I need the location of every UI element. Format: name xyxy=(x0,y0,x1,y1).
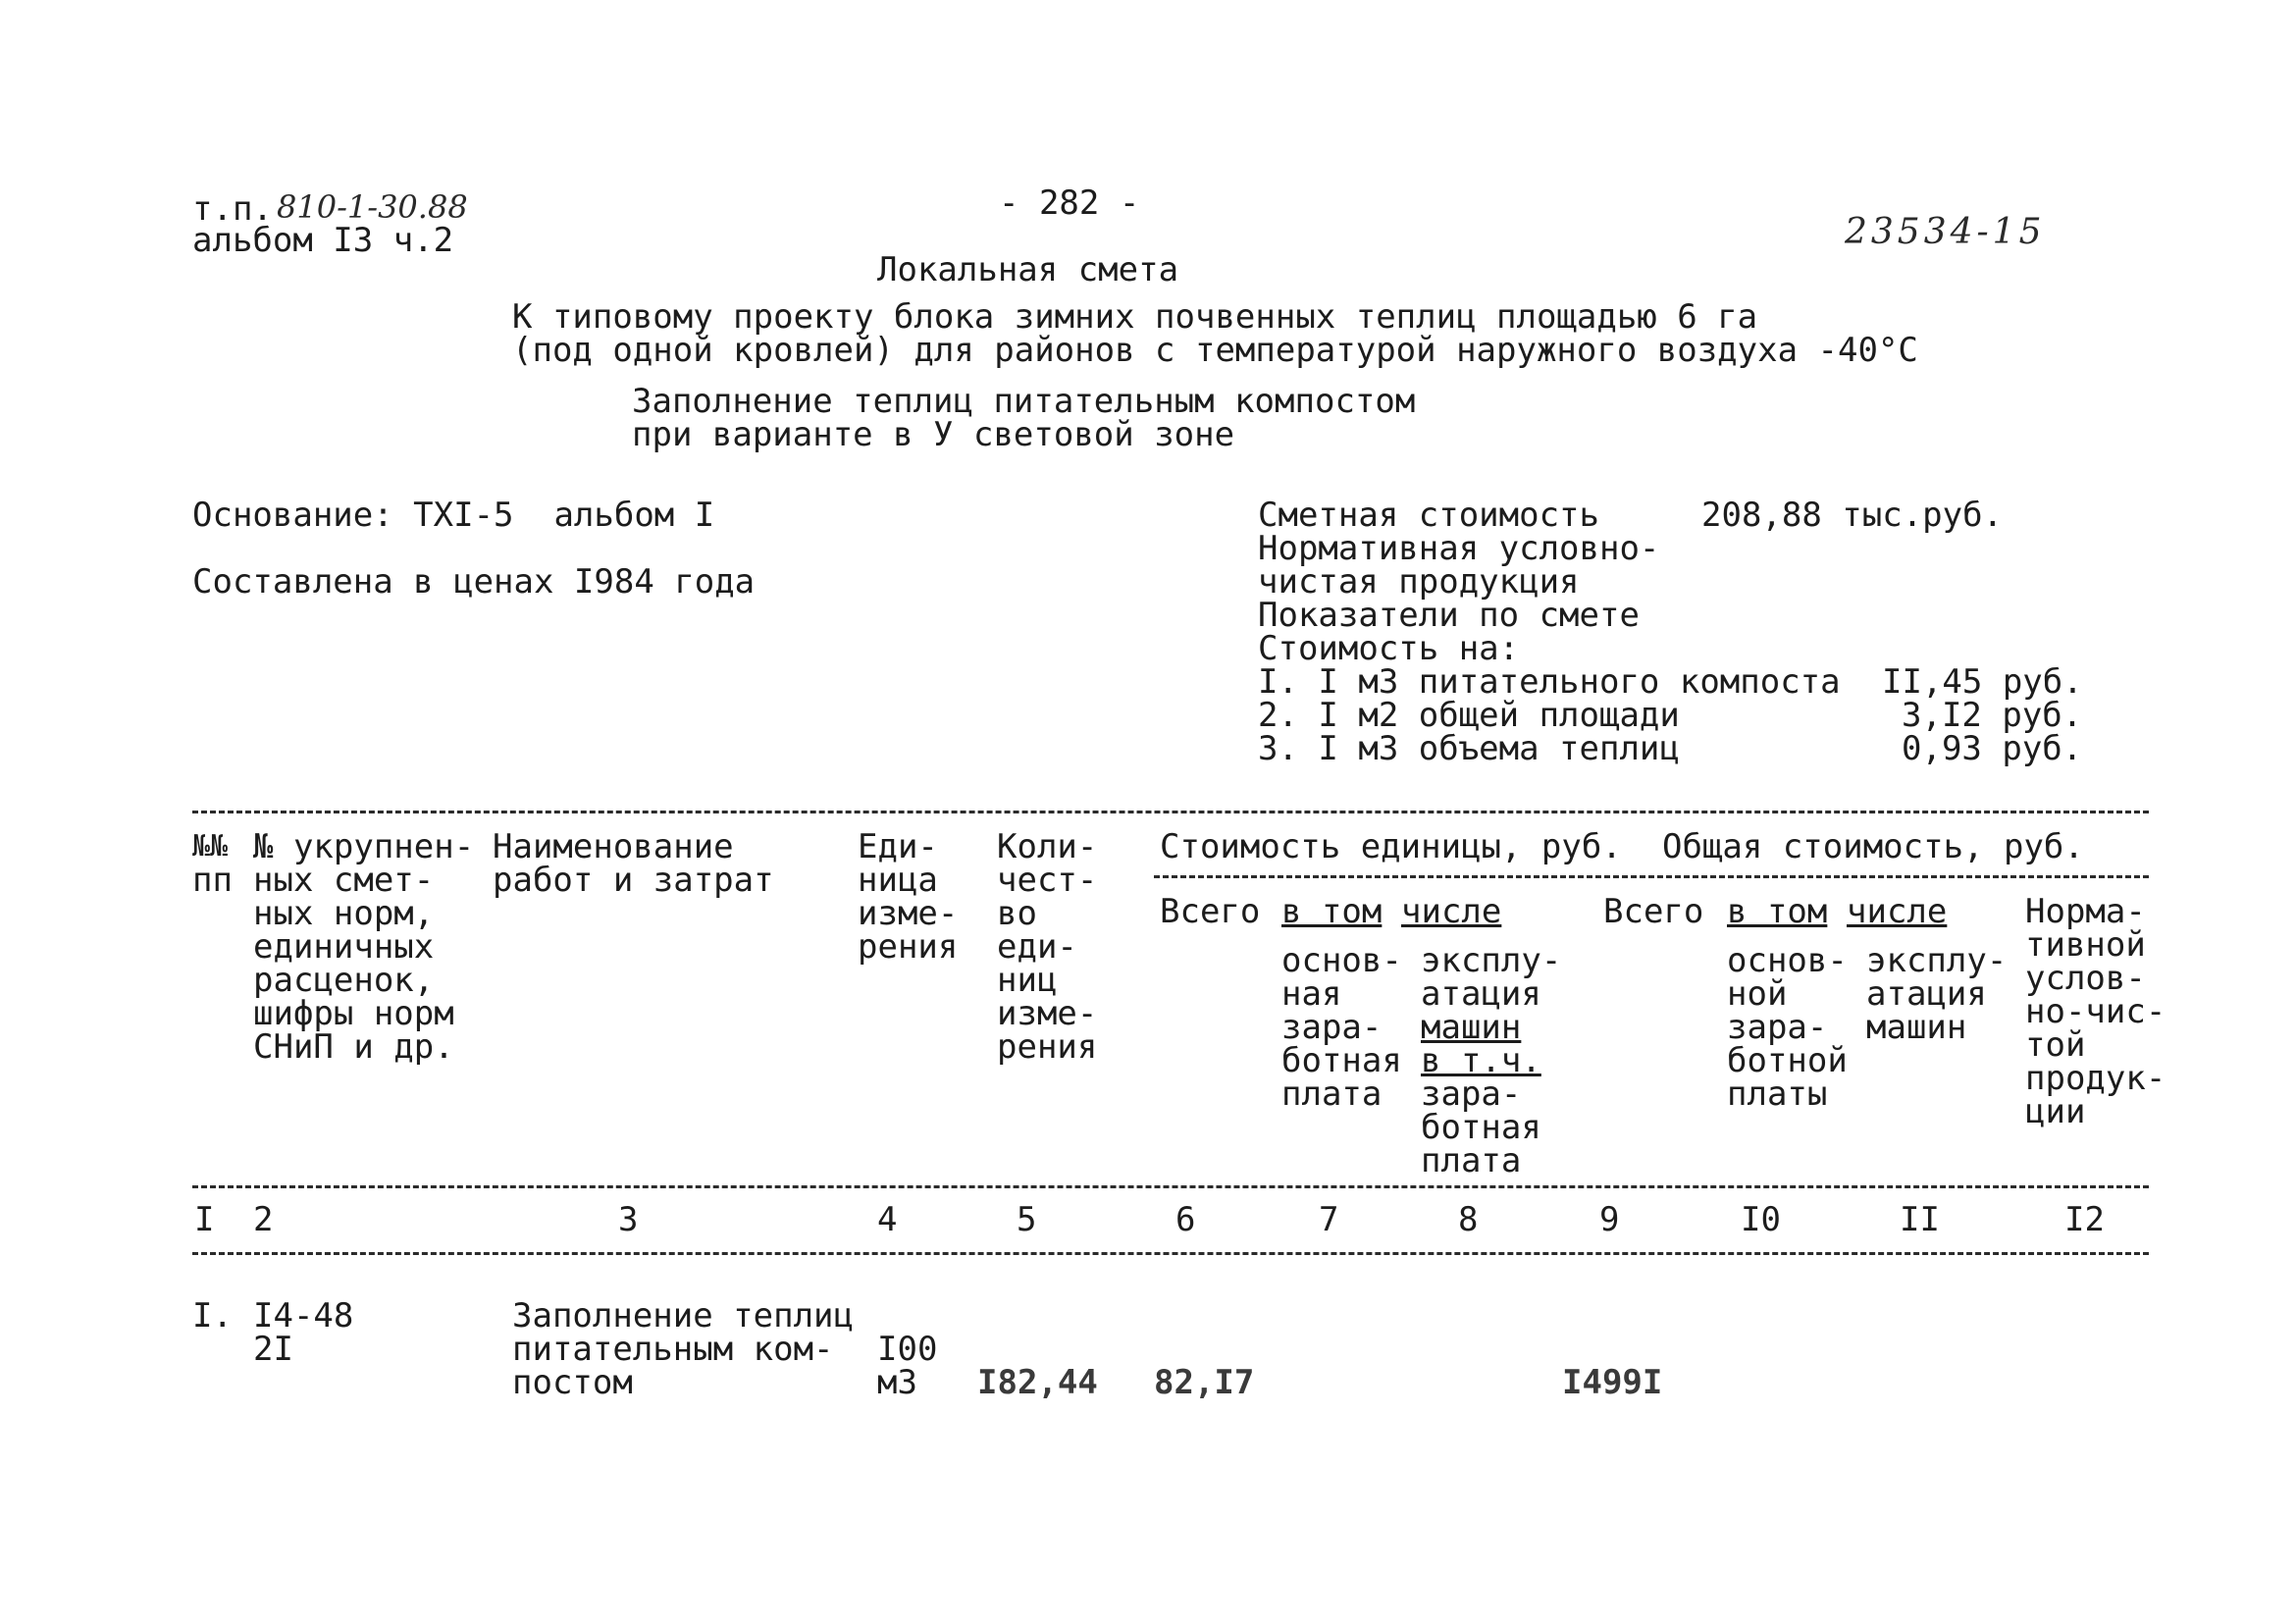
col1-header-line-2: пп xyxy=(192,861,233,900)
normative-label-line-2: чистая продукция xyxy=(1258,562,1580,602)
col11-header-line-1: эксплу- xyxy=(1866,941,2008,980)
col5-header-line-6: изме- xyxy=(997,994,1098,1033)
row-name-line-1: Заполнение теплиц xyxy=(512,1296,854,1336)
col5-header-line-1: Коли- xyxy=(997,827,1098,866)
row-name-line-3: постом xyxy=(512,1363,633,1402)
table-top-rule xyxy=(192,811,2149,813)
col6-including-1: в том xyxy=(1281,892,1383,931)
col5-header-line-7: рения xyxy=(997,1027,1098,1067)
col5-header-line-2: чест- xyxy=(997,861,1098,900)
col10-header-line-1: основ- xyxy=(1727,941,1848,980)
indicator-3-label: 3. I м3 объема теплиц xyxy=(1258,729,1680,768)
header-bottom-rule xyxy=(192,1185,2149,1188)
object-title-line-1: Заполнение теплиц питательным компостом xyxy=(632,382,1416,421)
column-number-7: 7 xyxy=(1319,1200,1339,1239)
col2-header-line-4: единичных xyxy=(253,927,435,967)
col6-including-2: числе xyxy=(1401,892,1502,931)
col7-header-line-4: ботная xyxy=(1281,1041,1402,1080)
col8-header-line-7: плата xyxy=(1421,1141,1522,1180)
estimated-cost-value: 208,88 тыс.руб. xyxy=(1701,496,2004,535)
column-number-6: 6 xyxy=(1175,1200,1196,1239)
indicators-label: Показатели по смете xyxy=(1258,596,1640,635)
col3-header-line-2: работ и затрат xyxy=(493,861,774,900)
column-number-9: 9 xyxy=(1599,1200,1620,1239)
project-number: 810-1-30.88 xyxy=(277,188,468,226)
col4-header-line-3: изме- xyxy=(858,894,959,933)
cost-on-label: Стоимость на: xyxy=(1258,629,1520,668)
row-quantity: I82,44 xyxy=(977,1363,1098,1402)
col4-header-line-4: рения xyxy=(858,927,959,967)
col4-header-line-1: Еди- xyxy=(858,827,938,866)
estimated-cost-label: Сметная стоимость xyxy=(1258,496,1599,535)
col2-header-line-6: шифры норм xyxy=(253,994,454,1033)
col12-header-line-3: услов- xyxy=(2025,959,2146,998)
album-label: альбом I3 ч.2 xyxy=(192,221,454,260)
column-number-8: 8 xyxy=(1458,1200,1479,1239)
col5-header-line-4: еди- xyxy=(997,927,1077,967)
col12-header-line-5: той xyxy=(2025,1025,2086,1065)
col2-header-line-7: СНиП и др. xyxy=(253,1027,454,1067)
col3-header-line-1: Наименование xyxy=(493,827,734,866)
indicator-1-label: I. I м3 питательного компоста xyxy=(1258,662,1841,702)
col7-header-line-5: плата xyxy=(1281,1074,1383,1114)
indicator-3-value: 0,93 руб. xyxy=(1902,729,2083,768)
column-number-2: 2 xyxy=(253,1200,274,1239)
col7-header-line-2: ная xyxy=(1281,974,1342,1014)
normative-label-line-1: Нормативная условно- xyxy=(1258,529,1660,568)
column-number-1: I xyxy=(194,1200,215,1239)
col12-header-line-1: Норма- xyxy=(2025,892,2146,931)
col10-header-line-4: ботной xyxy=(1727,1041,1848,1080)
indicator-2-label: 2. I м2 общей площади xyxy=(1258,696,1680,735)
col6-header-total: Всего xyxy=(1160,892,1261,931)
prices-year-line: Составлена в ценах I984 года xyxy=(192,562,756,602)
column-number-4: 4 xyxy=(877,1200,898,1239)
col2-header-line-3: ных норм, xyxy=(253,894,435,933)
col12-header-line-2: тивной xyxy=(2025,925,2146,965)
column-number-12: I2 xyxy=(2064,1200,2105,1239)
col4-header-line-2: ница xyxy=(858,861,938,900)
numbers-bottom-rule xyxy=(192,1252,2149,1255)
col10-header-line-2: ной xyxy=(1727,974,1788,1014)
unit-cost-group-header: Стоимость единицы, руб. xyxy=(1160,827,1622,866)
row-code-line-1: I4-48 xyxy=(253,1296,354,1336)
row-unit-line-2: м3 xyxy=(877,1363,917,1402)
col10-header-line-5: платы xyxy=(1727,1074,1828,1114)
col9-including-1: в том xyxy=(1727,892,1828,931)
indicator-2-value: 3,I2 руб. xyxy=(1902,696,2083,735)
col8-header-line-2: атация xyxy=(1421,974,1541,1014)
object-title-line-2: при варианте в У световой зоне xyxy=(632,415,1235,454)
col8-header-line-4: в т.ч. xyxy=(1421,1041,1541,1080)
col8-header-line-5: зара- xyxy=(1421,1074,1522,1114)
column-number-10: I0 xyxy=(1741,1200,1781,1239)
row-name-line-2: питательным ком- xyxy=(512,1330,834,1369)
column-number-5: 5 xyxy=(1017,1200,1037,1239)
row-total-cost: I499I xyxy=(1562,1363,1663,1402)
row-number: I. xyxy=(192,1296,233,1336)
col12-header-line-4: но-чис- xyxy=(2025,992,2166,1031)
project-title-line-1: К типовому проекту блока зимних почвенных теплиц площадью 6 га xyxy=(512,297,1758,337)
col8-header-line-1: эксплу- xyxy=(1421,941,1562,980)
row-code-line-2: 2I xyxy=(253,1330,293,1369)
col2-header-line-5: расценок, xyxy=(253,961,435,1000)
col5-header-line-5: ниц xyxy=(997,961,1058,1000)
col7-header-line-1: основ- xyxy=(1281,941,1402,980)
project-title-line-2: (под одной кровлей) для районов с температурой наружного воздуха -40°С xyxy=(512,331,1918,370)
col10-header-line-3: зара- xyxy=(1727,1008,1828,1047)
col12-header-line-7: ции xyxy=(2025,1092,2086,1131)
col7-header-line-3: зара- xyxy=(1281,1008,1383,1047)
col12-header-line-6: продук- xyxy=(2025,1059,2166,1098)
col1-header-line-1: №№ xyxy=(192,829,229,864)
col5-header-line-3: во xyxy=(997,894,1037,933)
basis-line: Основание: ТХI-5 альбом I xyxy=(192,496,715,535)
indicator-1-value: II,45 руб. xyxy=(1882,662,2083,702)
col9-header-total: Всего xyxy=(1603,892,1704,931)
archive-number: 23534-15 xyxy=(1845,212,2046,252)
group-header-rule xyxy=(1154,875,2149,878)
col11-header-line-3: машин xyxy=(1866,1008,1967,1047)
total-cost-group-header: Общая стоимость, руб. xyxy=(1662,827,2084,866)
column-number-3: 3 xyxy=(618,1200,639,1239)
col2-header-line-2: ных смет- xyxy=(253,861,435,900)
document-type: Локальная смета xyxy=(877,250,1179,289)
col8-header-line-3: машин xyxy=(1421,1008,1522,1047)
col2-header-line-1: № укрупнен- xyxy=(253,827,475,866)
row-unit-cost-total: 82,I7 xyxy=(1154,1363,1255,1402)
col11-header-line-2: атация xyxy=(1866,974,1987,1014)
column-number-11: II xyxy=(1900,1200,1940,1239)
page-number: - 282 - xyxy=(999,183,1140,223)
col8-header-line-6: ботная xyxy=(1421,1108,1541,1147)
row-unit-line-1: I00 xyxy=(877,1330,938,1369)
col9-including-2: числе xyxy=(1847,892,1948,931)
project-prefix: т.п. xyxy=(192,189,273,229)
